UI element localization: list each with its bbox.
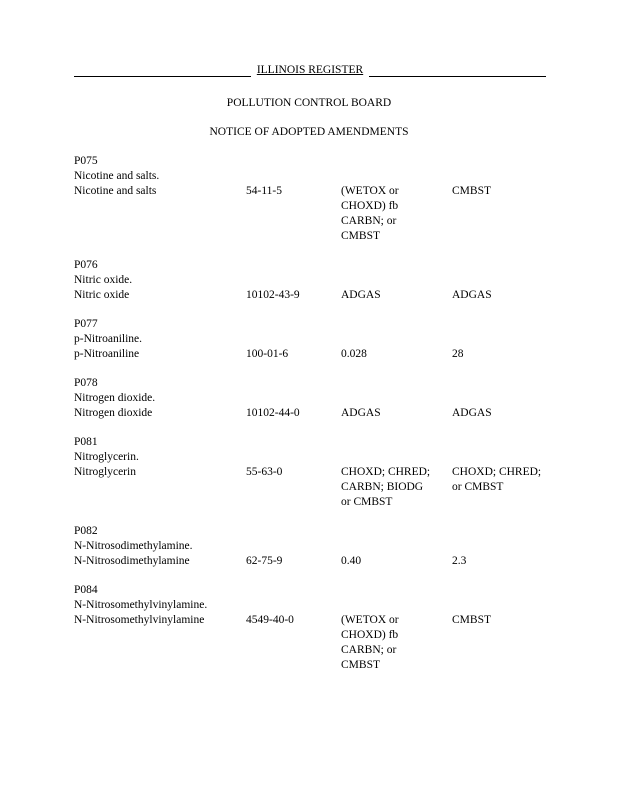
waste-code: P082 bbox=[74, 525, 98, 537]
cas-number: 10102-44-0 bbox=[246, 407, 300, 419]
constituent-row bbox=[74, 613, 554, 673]
wastewater-standard-line: 0.40 bbox=[341, 555, 362, 567]
wastewater-standard-line: or CMBST bbox=[341, 496, 393, 508]
waste-description: Nicotine and salts. bbox=[74, 170, 160, 182]
waste-code-entry bbox=[74, 154, 554, 244]
wastewater-standard-line: CARBN; or bbox=[341, 644, 397, 656]
cas-number: 100-01-6 bbox=[246, 348, 289, 360]
cas-number: 62-75-9 bbox=[246, 555, 283, 567]
wastewater-standard bbox=[341, 347, 452, 362]
wastewater-standard-line: ADGAS bbox=[341, 407, 381, 419]
waste-code: P077 bbox=[74, 318, 98, 330]
nonwastewater-standard bbox=[452, 406, 552, 421]
constituent-name: N-Nitrosomethylvinylamine bbox=[74, 614, 205, 626]
nonwastewater-standard bbox=[452, 554, 552, 569]
constituent-name: Nitroglycerin bbox=[74, 466, 136, 478]
wastewater-standard bbox=[341, 554, 452, 569]
waste-code-entry bbox=[74, 376, 554, 421]
nonwastewater-standard-line: ADGAS bbox=[452, 407, 492, 419]
waste-code-table bbox=[74, 154, 554, 687]
waste-code-entry bbox=[74, 524, 554, 569]
register-title: ILLINOIS REGISTER bbox=[256, 64, 364, 76]
cas-number: 54-11-5 bbox=[246, 185, 282, 197]
wastewater-standard bbox=[341, 465, 452, 510]
register-header bbox=[74, 63, 546, 77]
nonwastewater-standard-line: 2.3 bbox=[452, 555, 467, 567]
nonwastewater-standard bbox=[452, 613, 552, 673]
waste-description: p-Nitroaniline. bbox=[74, 333, 143, 345]
nonwastewater-standard bbox=[452, 347, 552, 362]
waste-code: P076 bbox=[74, 259, 98, 271]
cas-number: 4549-40-0 bbox=[246, 614, 294, 626]
nonwastewater-standard-line: CMBST bbox=[452, 185, 491, 197]
nonwastewater-standard-line: 28 bbox=[452, 348, 464, 360]
nonwastewater-standard bbox=[452, 288, 552, 303]
wastewater-standard bbox=[341, 288, 452, 303]
waste-code-entry bbox=[74, 258, 554, 303]
constituent-row bbox=[74, 288, 554, 303]
waste-code-entry bbox=[74, 435, 554, 510]
nonwastewater-standard bbox=[452, 465, 552, 510]
waste-code: P075 bbox=[74, 155, 98, 167]
header-rule-right bbox=[369, 64, 546, 77]
constituent-name: p-Nitroaniline bbox=[74, 348, 140, 360]
waste-code-entry bbox=[74, 317, 554, 362]
wastewater-standard bbox=[341, 613, 452, 673]
cas-number: 10102-43-9 bbox=[246, 289, 300, 301]
wastewater-standard-line: CMBST bbox=[341, 659, 380, 671]
constituent-row bbox=[74, 465, 554, 510]
waste-description: N-Nitrosodimethylamine. bbox=[74, 540, 193, 552]
header-rule-left bbox=[74, 64, 251, 77]
wastewater-standard-line: CHOXD) fb bbox=[341, 629, 399, 641]
waste-code: P078 bbox=[74, 377, 98, 389]
waste-description: Nitrogen dioxide. bbox=[74, 392, 156, 404]
constituent-row bbox=[74, 184, 554, 244]
constituent-name: Nitrogen dioxide bbox=[74, 407, 153, 419]
constituent-row bbox=[74, 406, 554, 421]
nonwastewater-standard-line: CMBST bbox=[452, 614, 491, 626]
wastewater-standard-line: CHOXD; CHRED; bbox=[341, 466, 431, 478]
nonwastewater-standard-line: ADGAS bbox=[452, 289, 492, 301]
wastewater-standard bbox=[341, 184, 452, 244]
nonwastewater-standard-line: CHOXD; CHRED; bbox=[452, 466, 542, 478]
board-name: POLLUTION CONTROL BOARD bbox=[226, 97, 392, 109]
nonwastewater-standard bbox=[452, 184, 552, 244]
constituent-name: Nitric oxide bbox=[74, 289, 130, 301]
constituent-row bbox=[74, 554, 554, 569]
wastewater-standard bbox=[341, 406, 452, 421]
constituent-row bbox=[74, 347, 554, 362]
notice-title: NOTICE OF ADOPTED AMENDMENTS bbox=[209, 126, 409, 138]
waste-description: Nitric oxide. bbox=[74, 274, 133, 286]
constituent-name: N-Nitrosodimethylamine bbox=[74, 555, 190, 567]
waste-description: Nitroglycerin. bbox=[74, 451, 139, 463]
wastewater-standard-line: ADGAS bbox=[341, 289, 381, 301]
cas-number: 55-63-0 bbox=[246, 466, 283, 478]
waste-code: P084 bbox=[74, 584, 98, 596]
wastewater-standard-line: CHOXD) fb bbox=[341, 200, 399, 212]
wastewater-standard-line: (WETOX or bbox=[341, 614, 399, 626]
wastewater-standard-line: CMBST bbox=[341, 230, 380, 242]
waste-description: N-Nitrosomethylvinylamine. bbox=[74, 599, 208, 611]
nonwastewater-standard-line: or CMBST bbox=[452, 481, 504, 493]
wastewater-standard-line: 0.028 bbox=[341, 348, 367, 360]
constituent-name: Nicotine and salts bbox=[74, 185, 157, 197]
waste-code: P081 bbox=[74, 436, 98, 448]
wastewater-standard-line: CARBN; BIODG bbox=[341, 481, 424, 493]
wastewater-standard-line: (WETOX or bbox=[341, 185, 399, 197]
waste-code-entry bbox=[74, 583, 554, 673]
wastewater-standard-line: CARBN; or bbox=[341, 215, 397, 227]
